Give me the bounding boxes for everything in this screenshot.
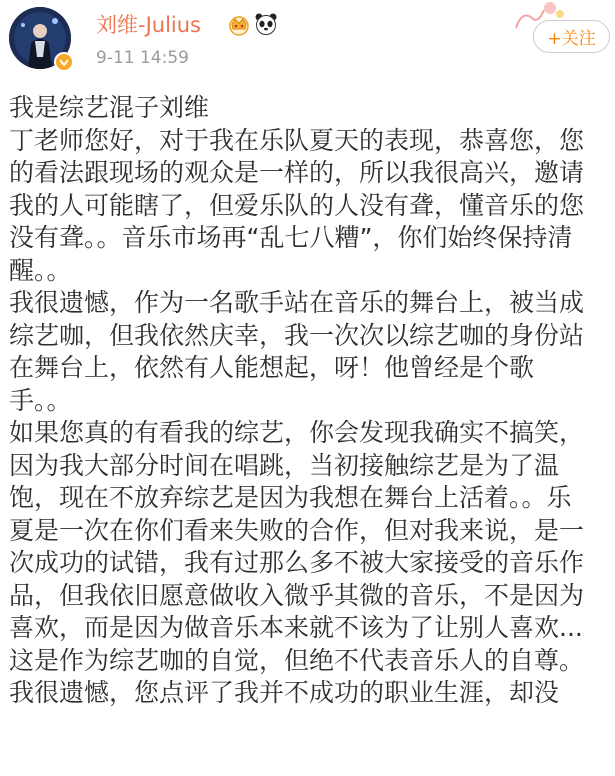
- post-text-line: 手。。: [9, 385, 72, 415]
- post-body: [9, 92, 609, 710]
- post-text-line: 品，但我依旧愿意做收入微乎其微的音乐，不是因为: [9, 580, 585, 610]
- follow-button[interactable]: [533, 20, 610, 53]
- verified-badge-icon: [54, 52, 74, 72]
- post-text-line: 的看法跟现场的观众是一样的，所以我很高兴，邀请: [9, 158, 585, 187]
- username[interactable]: 刘维-Julius: [96, 13, 201, 37]
- post-text-line: 丁老师您好，对于我在乐队夏天的表现，恭喜您，您: [9, 125, 585, 155]
- crown-icon: [226, 12, 252, 36]
- post-text-line: 没有聋。。音乐市场再“乱七八糟”，你们始终保持清: [9, 223, 573, 252]
- post-text-line: 喜欢，而是因为做音乐本来就不该为了让别人喜欢...: [9, 613, 583, 642]
- post-text-line: 综艺咖，但我依然庆幸，我一次次以综艺咖的身份站: [9, 320, 585, 350]
- post-text-line: 因为我大部分时间在唱跳，当初接触综艺是为了温: [9, 450, 560, 480]
- post-timestamp: 9-11 14:59: [96, 48, 189, 68]
- post-text-line: 如果您真的有看我的综艺，你会发现我确实不搞笑，: [9, 418, 585, 447]
- post-header: [0, 0, 615, 84]
- post-text-line: 次成功的试错，我有过那么多不被大家接受的音乐作: [9, 548, 585, 577]
- follow-label: +关注: [547, 29, 596, 49]
- post-text-line: 饱，现在不放弃综艺是因为我想在舞台上活着。。乐: [9, 483, 572, 512]
- post-text-line: 我是综艺混子刘维: [9, 93, 210, 122]
- post-text-line: 醒。。: [9, 255, 72, 285]
- post-text-line: 这是作为综艺咖的自觉，但绝不代表音乐人的自尊。: [9, 645, 585, 675]
- post-text-line: 我很遗憾，您点评了我并不成功的职业生涯，却没: [9, 678, 560, 707]
- panda-icon: [254, 12, 278, 36]
- post-text-line: 在舞台上，依然有人能想起，呀！他曾经是个歌: [9, 353, 535, 382]
- post-text-line: 我很遗憾，作为一名歌手站在音乐的舞台上，被当成: [9, 288, 585, 317]
- post-text-line: 夏是一次在你们看来失败的合作，但对我来说，是一: [9, 515, 585, 545]
- post-text-line: 我的人可能瞎了，但爱乐队的人没有聋，懂音乐的您: [9, 190, 585, 220]
